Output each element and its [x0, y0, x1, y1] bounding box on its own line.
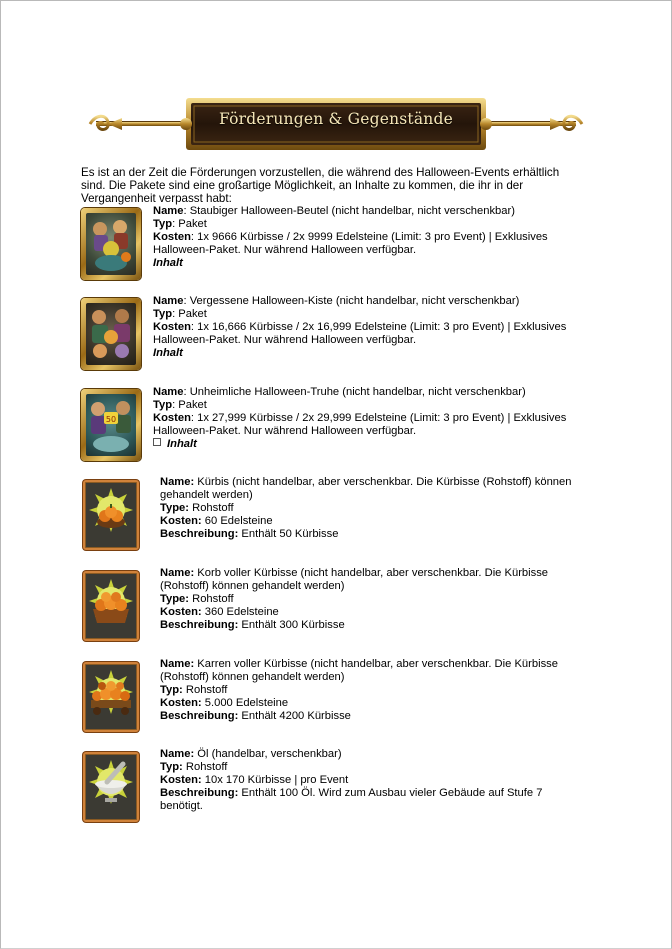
cost-label: Kosten [153, 231, 191, 243]
package-name: : Staubiger Halloween-Beutel (nicht handelbar, nicht verschenkbar) [183, 205, 515, 217]
resource-name: Kürbis (nicht handelbar, aber verschenkbar. Die Kürbisse (Rohstoff) können gehandelt werden) [160, 476, 572, 501]
pumpkin-cart-icon [85, 664, 137, 730]
name-label: Name [153, 386, 184, 398]
name-label: Name: [160, 658, 195, 670]
package-thumbnail[interactable] [81, 389, 141, 461]
resource-description: Enthält 50 Kürbisse [238, 528, 339, 540]
resource-entry [160, 748, 578, 813]
oil-mortar-icon [85, 754, 137, 820]
type-label: Typ: [160, 684, 183, 696]
description-label: Beschreibung: [160, 710, 239, 722]
resource-name: Öl (handelbar, verschenkbar) [194, 748, 342, 760]
package-cost: : 1x 16,666 Kürbisse / 2x 16,999 Edelsteine (Limit: 3 pro Event) | Exklusives Halloween-Paket. Nur während Halloween verfügbar. [153, 321, 567, 346]
resource-cost: 5.000 Edelsteine [201, 697, 289, 709]
pumpkin-basket-icon [85, 573, 137, 639]
resource-name: Karren voller Kürbisse (nicht handelbar, aber verschenkbar. Die Kürbisse (Rohstoff) können gehandelt werden) [160, 658, 558, 683]
svg-text:50: 50 [105, 415, 117, 424]
resource-type: Rohstoff [182, 761, 228, 773]
resource-name: Korb voller Kürbisse (nicht handelbar, aber verschenkbar. Die Kürbisse (Rohstoff) können gehandelt werden) [160, 567, 549, 592]
resource-entry [160, 658, 578, 723]
halloween-bag-icon [86, 213, 136, 275]
package-entry [153, 386, 583, 451]
halloween-chest-icon [86, 394, 136, 456]
type-label: Typ [153, 308, 173, 320]
resource-entry [160, 476, 578, 541]
description-label: Beschreibung: [160, 619, 239, 631]
resource-type: Rohstoff [189, 593, 234, 605]
resource-cost: 60 Edelsteine [201, 515, 273, 527]
type-label: Type: [160, 593, 190, 605]
name-label: Name: [160, 748, 195, 760]
name-label: Name [153, 205, 184, 217]
content-label: Inhalt [153, 257, 183, 269]
resource-thumbnail[interactable] [83, 662, 139, 732]
package-thumbnail[interactable] [81, 208, 141, 280]
cost-label: Kosten: [160, 774, 202, 786]
type-label: Typ [153, 399, 173, 411]
resource-type: Rohstoff [189, 502, 234, 514]
package-entry [153, 295, 583, 360]
package-type: : Paket [172, 218, 207, 230]
cost-label: Kosten: [160, 515, 202, 527]
resource-thumbnail[interactable] [83, 752, 139, 822]
intro-text: Es ist an der Zeit die Förderungen vorzustellen, die während des Halloween-Events erhältlich sind. Die Pakete sind eine großartige Möglichkeit, an Inhalte zu kommen, die ihr in der Vergangenheit verpasst habt: [81, 166, 560, 205]
package-type: : Paket [172, 308, 207, 320]
name-label: Name [153, 295, 184, 307]
resource-description: Enthält 300 Kürbisse [238, 619, 345, 631]
halloween-crate-icon [86, 303, 136, 365]
package-name: : Unheimliche Halloween-Truhe (nicht handelbar, nicht verschenkbar) [183, 386, 526, 398]
resource-thumbnail[interactable] [83, 571, 139, 641]
resource-description: Enthält 4200 Kürbisse [238, 710, 351, 722]
package-thumbnail[interactable] [81, 298, 141, 370]
banner-title: Förderungen & Gegenstände [219, 110, 453, 128]
resource-type: Rohstoff [182, 684, 228, 696]
resource-entry [160, 567, 578, 632]
type-label: Type: [160, 502, 190, 514]
package-name: : Vergessene Halloween-Kiste (nicht handelbar, nicht verschenkbar) [183, 295, 520, 307]
cost-label: Kosten: [160, 606, 202, 618]
content-label: Inhalt [167, 438, 197, 450]
content-label: Inhalt [153, 347, 183, 359]
expand-checkbox[interactable] [153, 438, 161, 446]
cost-label: Kosten: [160, 697, 202, 709]
package-cost: : 1x 9666 Kürbisse / 2x 9999 Edelsteine (Limit: 3 pro Event) | Exklusives Halloween-Paket. Nur während Halloween verfügbar. [153, 231, 548, 256]
section-banner [88, 96, 584, 152]
package-entry [153, 205, 583, 270]
pumpkin-icon [85, 482, 137, 548]
description-label: Beschreibung: [160, 528, 239, 540]
resource-cost: 360 Edelsteine [201, 606, 279, 618]
type-label: Typ [153, 218, 173, 230]
resource-cost: 10x 170 Kürbisse | pro Event [201, 774, 349, 786]
name-label: Name: [160, 567, 195, 579]
name-label: Name: [160, 476, 195, 488]
resource-thumbnail[interactable] [83, 480, 139, 550]
cost-label: Kosten [153, 412, 191, 424]
package-cost: : 1x 27,999 Kürbisse / 2x 29,999 Edelsteine (Limit: 3 pro Event) | Exklusives Halloween-Paket. Nur während Halloween verfügbar. [153, 412, 567, 437]
description-label: Beschreibung: [160, 787, 239, 799]
package-type: : Paket [172, 399, 207, 411]
resource-description: Enthält 100 Öl. Wird zum Ausbau vieler Gebäude auf Stufe 7 benötigt. [160, 787, 543, 812]
type-label: Typ: [160, 761, 183, 773]
cost-label: Kosten [153, 321, 191, 333]
